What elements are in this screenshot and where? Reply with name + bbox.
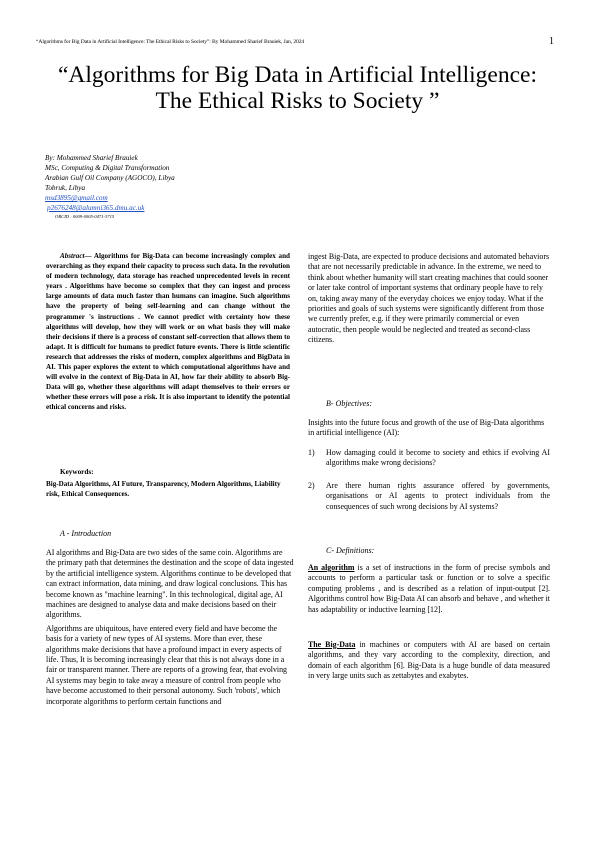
author-affiliation: Arabian Gulf Oil Company (AGOCO), Libya bbox=[45, 174, 175, 182]
abstract-lead: Abstract bbox=[60, 252, 85, 260]
definition-term-algorithm: An algorithm bbox=[308, 563, 355, 572]
paper-title bbox=[30, 62, 565, 114]
objective-text: Are there human rights assurance offered by governments, organisations or AI agents to protect individuals from the consequences of such wrong decisions by AI systems? bbox=[326, 480, 550, 511]
objectives-intro: Insights into the future focus and growth of the use of Big-Data algorithms in artificial intelligence (AI): bbox=[308, 418, 545, 438]
keywords-text: Big-Data Algorithms, AI Future, Transparency, Modern Algorithms, Liability risk, Ethical Consequences. bbox=[46, 480, 281, 499]
intro-paragraph-1: AI algorithms and Big-Data are two sides of the same coin. Algorithms are the primary path that determines the destination and the scope of data ingested by the artificial intelligence system. Algorithms continue to be developed that can extract information, data mining, and draw logical conclusions. This has become known as "machine learning". In this technological, digital age, AI machines are designed to analyse data and make decisions based on their algorithms. bbox=[46, 548, 294, 620]
author-degree: MSc, Computing & Digital Transformation bbox=[45, 164, 170, 172]
title-line-2: The Ethical Risks to Society ” bbox=[155, 88, 440, 114]
author-name: By: Mohammed Sharief Brauiek bbox=[45, 154, 138, 162]
abstract bbox=[46, 251, 290, 413]
definition-big-data bbox=[308, 640, 550, 682]
title-line-1: “Algorithms for Big Data in Artificial Intelligence: bbox=[57, 62, 537, 88]
definition-algorithm bbox=[308, 563, 550, 615]
objective-item bbox=[308, 448, 550, 469]
right-column-continuation: ingest Big-Data, are expected to produce decisions and automated behaviors that are not necessarily predictable in advance. In the extreme, we need to think about whether humanity will start creating machines that could sooner or later take control of important systems that ordinary people have to rely on, taking away many of the everyday choices we enjoy today. What if the priorities and goals of such systems were significantly different from those we currently prefer, e.g. if they were primarily commercial or even autocratic, then people would be neglected and treated as second-class citizens. bbox=[308, 252, 550, 345]
section-heading-introduction: A - Introduction bbox=[60, 529, 112, 538]
objective-item bbox=[308, 481, 550, 512]
definition-text-big-data: in machines or computers with AI are based on certain algorithms, and they vary according to the complexity, direction, and domain of each algorithm [6]. Big-Data is a huge bundle of data measured in very large units such as zettabytes and exabytes. bbox=[308, 640, 550, 681]
objectives-list bbox=[308, 448, 550, 524]
section-heading-objectives: B- Objectives: bbox=[326, 399, 372, 408]
orcid: ORCID : 0009-0005-0471-3715 bbox=[55, 214, 115, 219]
objective-text: How damaging could it become to society and ethics if evolving AI algorithms make wrong decisions? bbox=[326, 448, 550, 468]
author-block bbox=[45, 153, 295, 220]
keywords-title: Keywords: bbox=[60, 468, 94, 476]
email-link-2[interactable]: p2676248@alumni365.dmu.ac.uk bbox=[47, 204, 145, 212]
definition-term-big-data: The Big-Data bbox=[308, 640, 356, 649]
definition-text-algorithm: is a set of instructions in the form of precise symbols and accounts to perform a particular task or function or to solve a specific computing problems , and is described as a relation of input-output [2]. Algorithms control how Big-Data AI can absorb and behave , and whether it has adaptability or inductive learning [12]. bbox=[308, 563, 550, 614]
objective-number: 1) bbox=[308, 448, 315, 457]
intro-paragraph-2: Algorithms are ubiquitous, have entered every field and have become the basis for a variety of new types of AI systems. More than ever, these algorithms make decisions that have a profound impact in every aspects of life. Thus, It is becoming increasingly clear that this is not always done in a fair or transparent manner. There are reports of a growing fear, that evolving AI systems may begin to take away a measure of control from people who have become accustomed to their personal autonomy. Such 'robots', which incorporate algorithms to perform certain functions and bbox=[46, 623, 287, 706]
introduction-body bbox=[46, 548, 294, 710]
section-heading-definitions: C- Definitions: bbox=[326, 546, 375, 555]
page-number: 1 bbox=[549, 36, 554, 47]
abstract-text: — Algorithms for Big-Data can become increasingly complex and overarching as they expand their capacity to process such data. In the revolution of modern technology, data storage has reached unprecedented levels in recent years . Algorithms have become so complex that they can ingest and process large amounts of data much faster than humans can imagine. Such algorithms have the property of being self-learning and can change without the programmer 's instructions . We cannot predict with certainty how these algorithms will develop, how they will work or on what basis they will make their decisions if there is a process of constant self-correction that allows them to adapt. It is difficult for humans to predict future events. There is little scientific research that addresses the risks of modern, complex algorithms and BigData in AI. This paper explores the extent to which computational algorithms have and will evolve in the context of Big-Data in AI, how far their ability to absorb Big-Data will go, whether these algorithms will adapt themselves to their errors or whether these errors will pose a risk. It is also important to identify the potential ethical concerns and risks. bbox=[46, 252, 290, 412]
author-city: Tobruk, Libya bbox=[45, 184, 86, 192]
running-head: “Algorithms for Big Data in Artificial Intelligence: The Ethical Risks to Society”: By Mohammed Sharief Brauiek, Jan, 2024 bbox=[36, 39, 305, 45]
email-link-1[interactable]: msd3895@gmail.com bbox=[45, 194, 108, 202]
objective-number: 2) bbox=[308, 480, 315, 490]
